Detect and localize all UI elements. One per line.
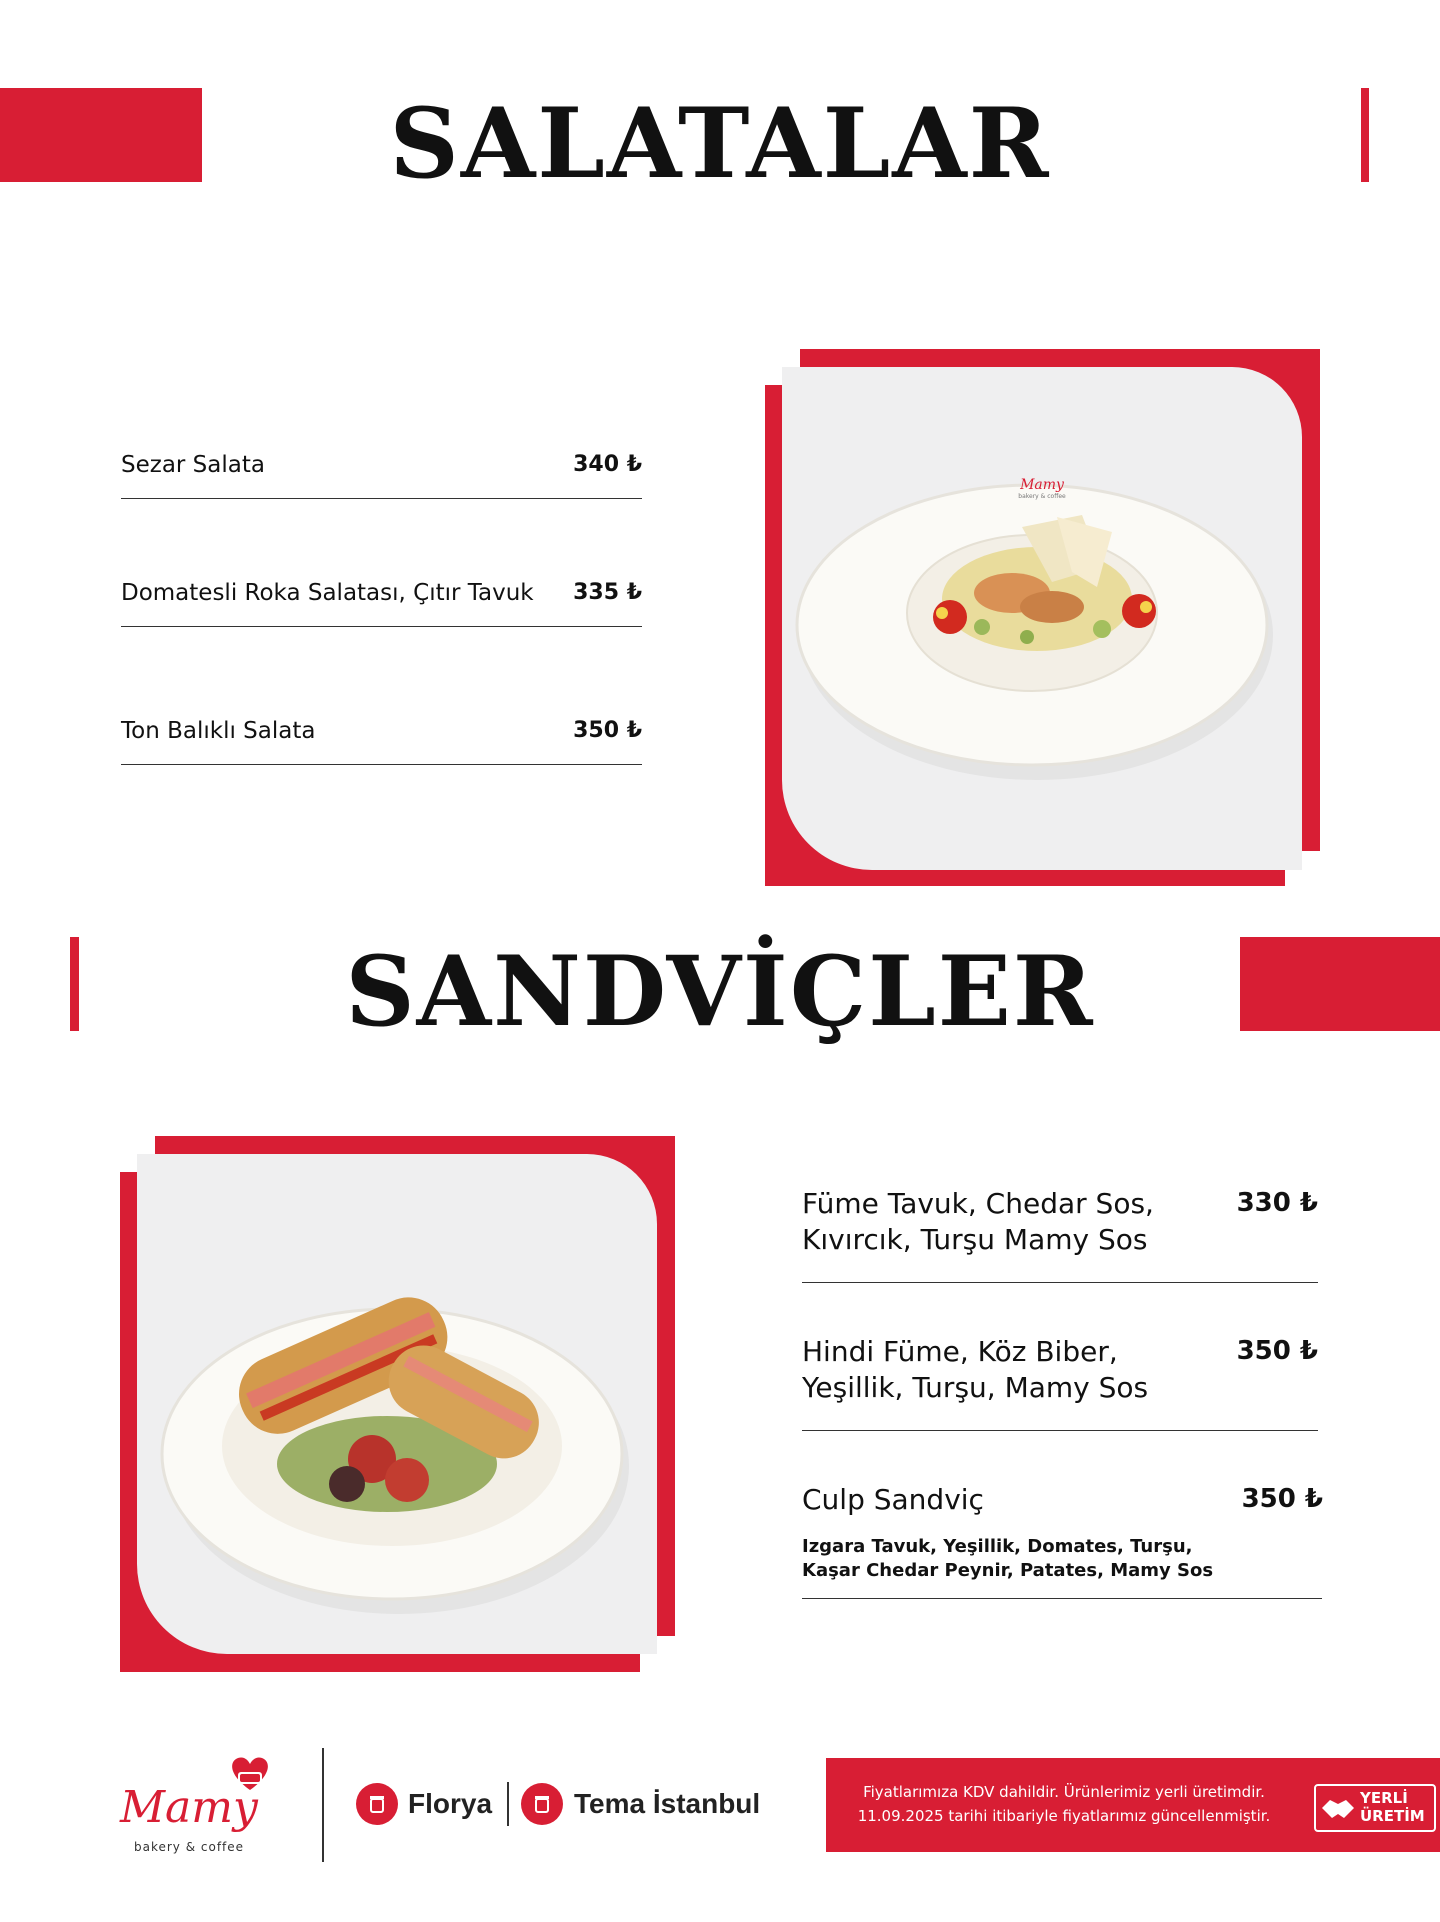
sandwich-photo [137,1154,657,1654]
sandwich-item-price: 350 ₺ [1236,1336,1318,1366]
sandwich-item-description: Izgara Tavuk, Yeşillik, Domates, Turşu, [802,1536,1193,1557]
salad-item-name: Sezar Salata [121,452,265,478]
sandwich-item-name-line1: Hindi Füme, Köz Biber, [802,1335,1118,1368]
salads-title: SALATALAR [389,87,1051,200]
salad-photo [782,367,1302,870]
footer-notice-line2: 11.09.2025 tarihi itibariyle fiyatlarımız güncellenmiştir. [857,1807,1271,1825]
yerli-uretim-badge [1314,1784,1436,1832]
sandwich-item-price: 350 ₺ [1241,1484,1323,1514]
plate-logo [1002,477,1082,500]
salad-plate-illustration [782,367,1302,870]
branch-tema-istanbul: Tema İstanbul [574,1788,761,1819]
salad-item-divider [121,764,642,765]
plate-logo-name: Mamy [1020,477,1064,493]
salad-item-name: Domatesli Roka Salatası, Çıtır Tavuk [121,580,534,606]
badge-line2: ÜRETİM [1360,1807,1425,1825]
salad-item-price: 340 ₺ [573,452,642,477]
salad-item-price: 335 ₺ [573,580,642,605]
salad-item-divider [121,498,642,499]
sandwich-item-divider [802,1430,1318,1431]
sandwich-item-name-line2: Yeşillik, Turşu, Mamy Sos [802,1371,1149,1404]
sandwich-item-name-line1: Füme Tavuk, Chedar Sos, [802,1187,1154,1220]
sandwich-item-description: Kaşar Chedar Peynir, Patates, Mamy Sos [802,1560,1214,1581]
footer-notice-box [826,1758,1440,1852]
footer-logo-name: Mamy [120,1782,258,1833]
footer-notice-line1: Fiyatlarımıza KDV dahildir. Ürünlerimiz yerli üretimdir. [863,1783,1265,1801]
tema-istanbul-branch-icon [521,1783,563,1825]
salad-item-divider [121,626,642,627]
sandwiches-title: SANDVİÇLER [345,935,1095,1048]
footer-divider [322,1748,324,1862]
sandwich-item-divider [802,1282,1318,1283]
salad-item-price: 350 ₺ [573,718,642,743]
sandwich-item-name-line2: Kıvırcık, Turşu Mamy Sos [802,1223,1148,1256]
sandwich-plate-illustration [137,1154,657,1654]
footer-logo-tagline: bakery & coffee [134,1840,245,1854]
florya-branch-icon [356,1783,398,1825]
handshake-icon [1320,1792,1356,1824]
branch-divider [507,1782,509,1826]
sandwich-item-name-line1: Culp Sandviç [802,1483,984,1516]
branch-florya: Florya [408,1788,493,1819]
badge-line1: YERLİ [1360,1789,1408,1807]
footer-logo [120,1748,300,1868]
sandwich-item-divider [802,1598,1322,1599]
sandwich-item-price: 330 ₺ [1236,1188,1318,1218]
salad-item-name: Ton Balıklı Salata [121,718,316,744]
plate-logo-tagline: bakery & coffee [1018,493,1066,500]
